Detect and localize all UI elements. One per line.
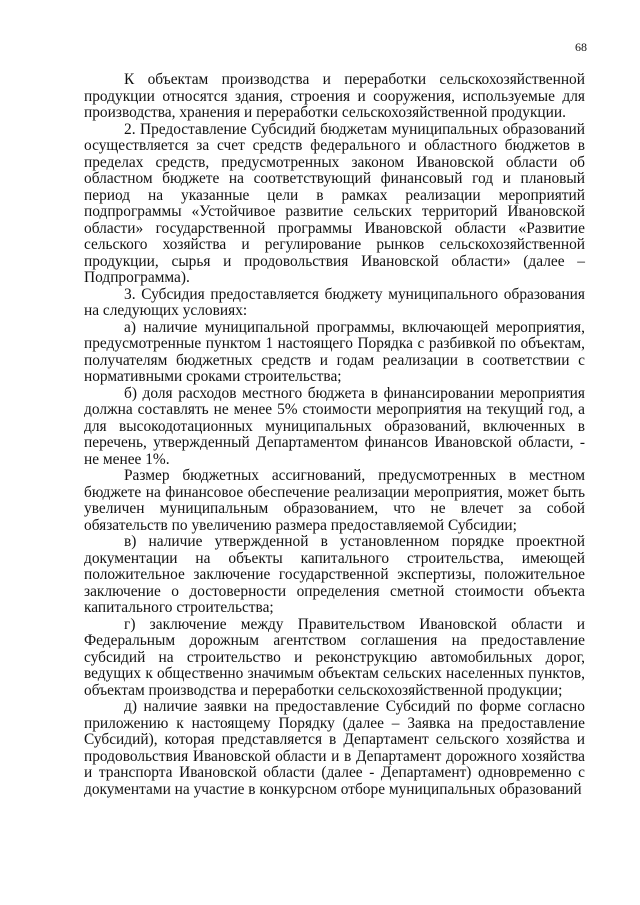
paragraph-budget-allocation: Размер бюджетных ассигнований, предусмотренных в местном бюджете на финансовое обеспечение реализации мероприятия, может быть увеличен муниципальным образованием, что не влечет за собой обязательств по увеличению размера предоставляемой Субсидии; <box>84 467 585 534</box>
paragraph-condition-d: д) наличие заявки на предоставление Субсидий по форме согласно приложению к настоящему Порядку (далее – Заявка на предоставление Субсидий), которая представляется в Департамент сельского хозяйства и продовольствия Ивановской области и в Департамент дорожного хозяйства и транспорта Ивановской области (далее - Департамент) одновременно с документами на участие в конкурсном отборе муниципальных образований <box>84 698 585 798</box>
paragraph-2-subsidy-funding: 2. Предоставление Субсидий бюджетам муниципальных образований осуществляется за счет средств федерального и областного бюджетов в пределах средств, предусмотренных законом Ивановской области об областном бюджете на соответствующий финансовый год и плановый период на указанные цели в рамках реализации мероприятий подпрограммы «Устойчивое развитие сельских территорий Ивановской области» государственной программы Ивановской области «Развитие сельского хозяйства и регулирование рынков сельскохозяйственной продукции, сырья и продовольствия Ивановской области» (далее – Подпрограмма). <box>84 120 585 286</box>
paragraph-condition-a: а) наличие муниципальной программы, включающей мероприятия, предусмотренные пунктом 1 настоящего Порядка с разбивкой по объектам, получателям бюджетных средств и годам реализации в соответствии с нормативными сроками строительства; <box>84 318 585 385</box>
page-number: 68 <box>575 40 587 54</box>
paragraph-3-conditions: 3. Субсидия предоставляется бюджету муниципального образования на следующих условиях: <box>84 285 585 319</box>
paragraph-condition-b: б) доля расходов местного бюджета в финансировании мероприятия должна составлять не менее 5% стоимости мероприятия на текущий год, а для высокодотационных муниципальных образований, включенных в перечень, утвержденный Департаментом финансов Ивановской области, - не менее 1%. <box>84 384 585 468</box>
paragraph-condition-v: в) наличие утвержденной в установленном порядке проектной документации на объекты капитального строительства, имеющей положительное заключение государственной экспертизы, положительное заключение о достоверности определения сметной стоимости объекта капитального строительства; <box>84 533 585 616</box>
paragraph-objects-definition: К объектам производства и переработки сельскохозяйственной продукции относятся здания, строения и сооружения, используемые для производства, хранения и переработки сельскохозяйственной продукции. <box>84 71 585 121</box>
paragraph-condition-g: г) заключение между Правительством Ивановской области и Федеральным дорожным агентством соглашения на предоставление субсидий на строительство и реконструкцию автомобильных дорог, ведущих к общественно значимым объектам сельских населенных пунктов, объектам производства и переработки сельскохозяйственной продукции; <box>84 615 585 699</box>
document-body <box>84 72 585 798</box>
